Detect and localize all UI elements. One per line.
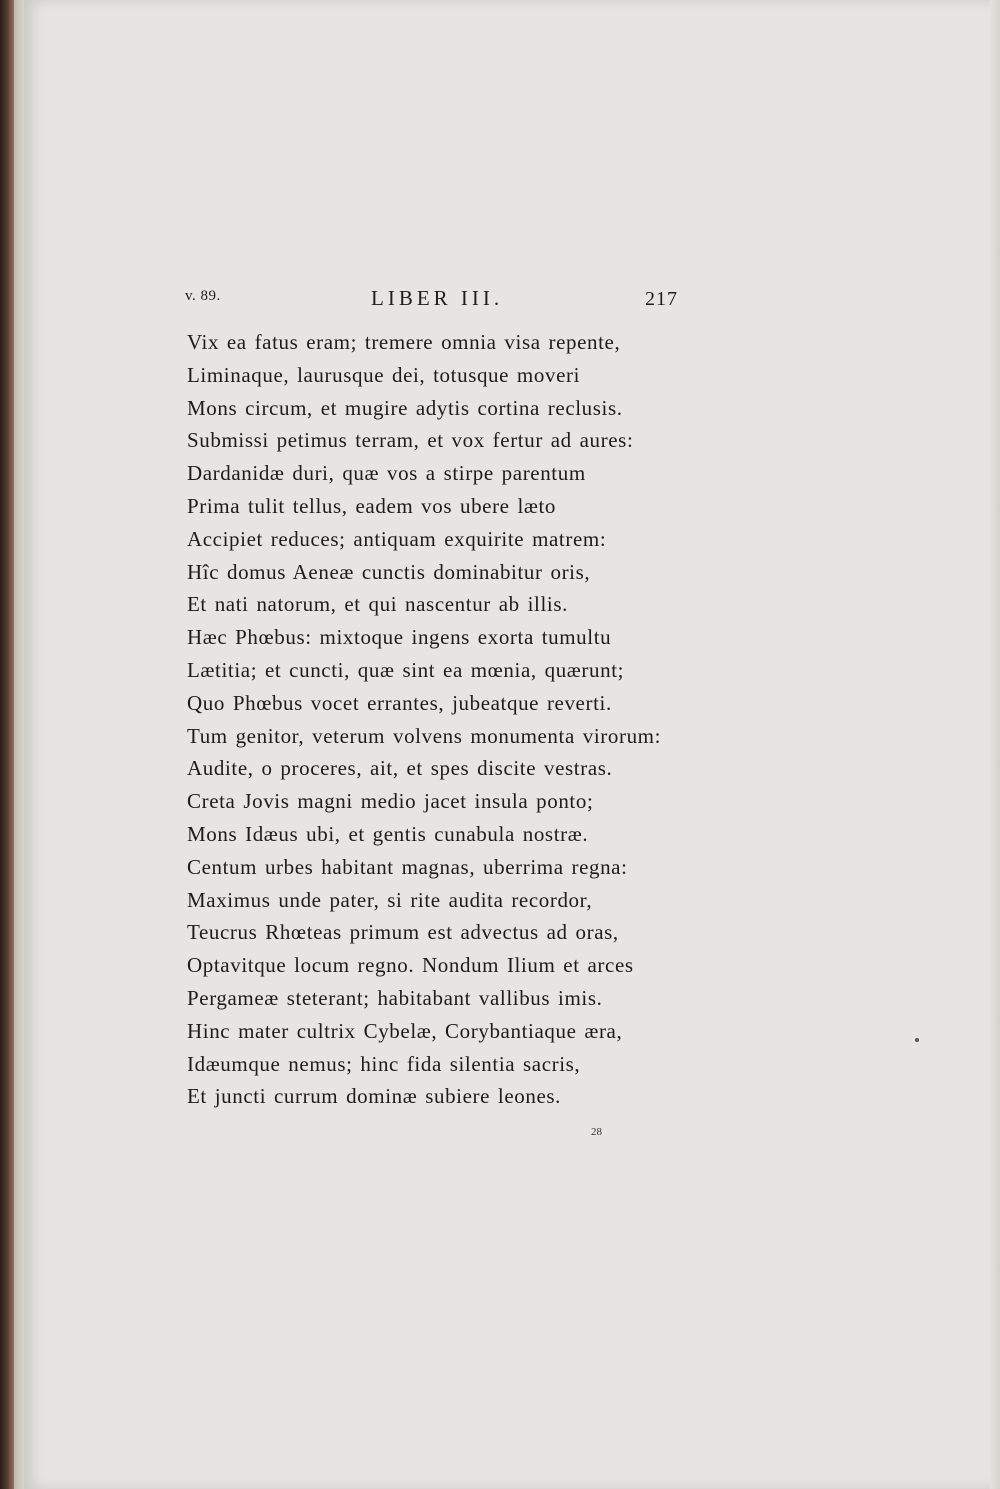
verse-line: Idæumque nemus; hinc fida silentia sacris, [187,1051,581,1076]
verse-line: Creta Jovis magni medio jacet insula ponto; [187,789,594,814]
verse-line: Vix ea fatus eram; tremere omnia visa repente, [187,330,621,354]
verse-line: Centum urbes habitant magnas, uberrima regna: [187,854,628,879]
signature-mark: 28 [591,1126,602,1138]
book-title: LIBER III. [371,286,504,310]
verse-line: Hinc mater cultrix Cybelæ, Corybantiaque æra, [187,1018,623,1043]
running-head [185,286,705,310]
verse-line: Lætitia; et cuncti, quæ sint ea mœnia, quærunt; [187,657,625,682]
verse-line: Pergameæ steterant; habitabant vallibus imis. [187,985,603,1010]
page-number: 217 [645,288,678,310]
verse-line: Hîc domus Aeneæ cunctis dominabitur oris, [187,559,591,584]
paper-speck [915,1038,919,1042]
verse-line: Et nati natorum, et qui nascentur ab illis. [187,592,568,617]
verse-line: Accipiet reduces; antiquam exquirite matrem: [187,526,607,551]
verse-line: Mons Idæus ubi, et gentis cunabula nostræ. [187,821,589,846]
page-right-edge [990,0,1000,1489]
verse-line: Mons circum, et mugire adytis cortina reclusis. [187,395,623,420]
verse-line: Hæc Phœbus: mixtoque ingens exorta tumultu [187,625,612,650]
verse-line: Submissi petimus terram, et vox fertur ad aures: [187,428,634,453]
verse-line: Dardanidæ duri, quæ vos a stirpe parentum [187,461,586,486]
verse-line: Optavitque locum regno. Nondum Ilium et arces [187,953,634,978]
verse-reference: v. 89. [185,288,221,304]
verse-line: Audite, o proceres, ait, et spes discite vestras. [187,756,613,781]
verse-line: Maximus unde pater, si rite audita recordor, [187,887,593,912]
verse-line: Liminaque, laurusque dei, totusque moveri [187,362,581,387]
verse-line: Teucrus Rhœteas primum est advectus ad oras, [187,920,619,945]
verse-line: Tum genitor, veterum volvens monumenta virorum: [187,723,662,748]
verse-block [187,326,747,1113]
verse-line: Prima tulit tellus, eadem vos ubere læto [187,493,557,518]
verse-line: Et juncti currum dominæ subiere leones. [187,1084,561,1109]
verse-line: Quo Phœbus vocet errantes, jubeatque reverti. [187,690,612,715]
